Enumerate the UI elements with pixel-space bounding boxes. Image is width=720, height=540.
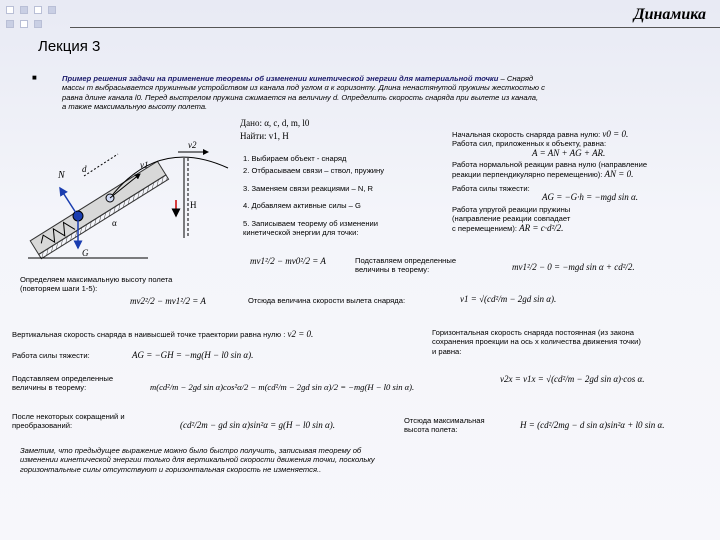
- launcher-diagram: [28, 140, 248, 268]
- lecture-title: Лекция 3: [38, 38, 101, 55]
- right-col: Начальная скорость снаряда равна нулю: v0 = 0. Работа сил, приложенных к объекту, равна: A = AN + AG + AR. Работа нормальной реакции равна нулю (направление реакции перпендикулярно перемещению): AN = 0. Работа силы тяжести: AG = −G·h = −mgd sin α. Работа упругой реакции пружины (направление реакции совпадает с перемещением): AR = c·d²/2.: [452, 130, 712, 233]
- formula-v1: v1 = √(cd²/m − 2gd sin α).: [460, 294, 557, 304]
- formula-subst1: mv1²/2 − 0 = −mgd sin α + cd²/2.: [512, 262, 635, 272]
- given: Дано: α, c, d, m, l0: [240, 118, 310, 128]
- formula-AR: AR = c·d²/2.: [519, 222, 564, 233]
- note: Заметим, что предыдущее выражение можно было быстро получить, записывая теорему об изменении кинетической энергии только для вертикальной скорости движения точки, поскольку горизонтальные силы отсутствуют и горизонтальная скорость не изменяется..: [20, 446, 375, 474]
- horizontal-speed: Горизонтальная скорость снаряда постоянная (из закона сохранения проекции на ось x количества движения точки) и равна:: [432, 328, 641, 356]
- label-alpha: α: [112, 218, 117, 228]
- topic-title: Динамика: [633, 6, 706, 23]
- subst-text: Подставляем определенные величины в теорему:: [355, 256, 457, 275]
- max-height-box: Определяем максимальную высоту полета (повторяем шаги 1-5):: [20, 275, 173, 294]
- formula-vx: v2x = v1x = √(cd²/m − 2gd sin α)·cos α.: [500, 374, 645, 384]
- formula-v0: v0 = 0.: [602, 129, 629, 139]
- header-rule: [70, 27, 720, 28]
- theorem-2: mv2²/2 − mv1²/2 = A: [130, 296, 206, 306]
- bullet: ■: [32, 73, 37, 82]
- velocity-text: Отсюда величина скорости вылета снаряда:: [248, 296, 406, 305]
- subst-2-text: Подставляем определенные величины в теорему:: [12, 374, 114, 393]
- decor-grid: [0, 0, 80, 40]
- barrel: [30, 161, 168, 258]
- intro-paragraph: Пример решения задачи на применение теоремы об изменении кинетической энергии для материальной точки – Снаряд массы m выбрасывается пружинным устройством из канала под углом α к горизонту. Длина ненастянутой пружины жесткостью c равна длине канала l0. Перед выстрелом пружина сжимается на величину d. Определить скорость снаряда при вылете из канала, а также максимальную высоту полета.: [62, 74, 545, 112]
- vertical-speed: Вертикальная скорость снаряда в наивысшей точке траектории равна нулю : v2 = 0.: [12, 329, 314, 339]
- formula-AG: AG = −G·h = −mgd sin α.: [542, 192, 639, 203]
- formula-reduced: (cd²/2m − gd sin α)sin²α = g(H − l0 sin α).: [180, 420, 336, 430]
- label-N: N: [58, 170, 65, 181]
- intro-bold: Пример решения задачи на применение теоремы об изменении кинетической энергии для материальной точки: [62, 74, 499, 83]
- find: Найти: v1, H: [240, 131, 289, 141]
- formula-v2: v2 = 0.: [287, 329, 314, 339]
- steps: 1. Выбираем объект - снаряд 2. Отбрасываем связи – ствол, пружину 3. Заменяем связи реакциями – N, R 4. Добавляем активные силы – G 5. Записываем теорему об изменении кинетической энергии для точки:: [243, 154, 385, 238]
- formula-A: A = AN + AG + AR.: [532, 147, 606, 158]
- after-reductions: После некоторых сокращений и преобразований:: [12, 412, 125, 431]
- formula-AG2: AG = −GH = −mg(H − l0 sin α).: [132, 350, 254, 360]
- formula-AN: AN = 0.: [604, 168, 634, 179]
- label-G: G: [82, 248, 89, 258]
- label-v2: v2: [188, 140, 197, 150]
- theorem-1: mv1²/2 − mv0²/2 = A: [250, 256, 326, 266]
- max-height-result: Отсюда максимальная высота полета:: [404, 416, 485, 435]
- label-d: d: [82, 164, 87, 174]
- label-v1: v1: [140, 160, 149, 170]
- gravity-work-2: Работа силы тяжести:: [12, 351, 90, 360]
- label-H: H: [190, 200, 197, 210]
- formula-H: H = (cd²/2mg − d sin α)sin²α + l0 sin α.: [520, 420, 665, 430]
- formula-big-subst: m(cd²/m − 2gd sin α)cos²α/2 − m(cd²/m − 2gd sin α)/2 = −mg(H − l0 sin α).: [150, 382, 415, 392]
